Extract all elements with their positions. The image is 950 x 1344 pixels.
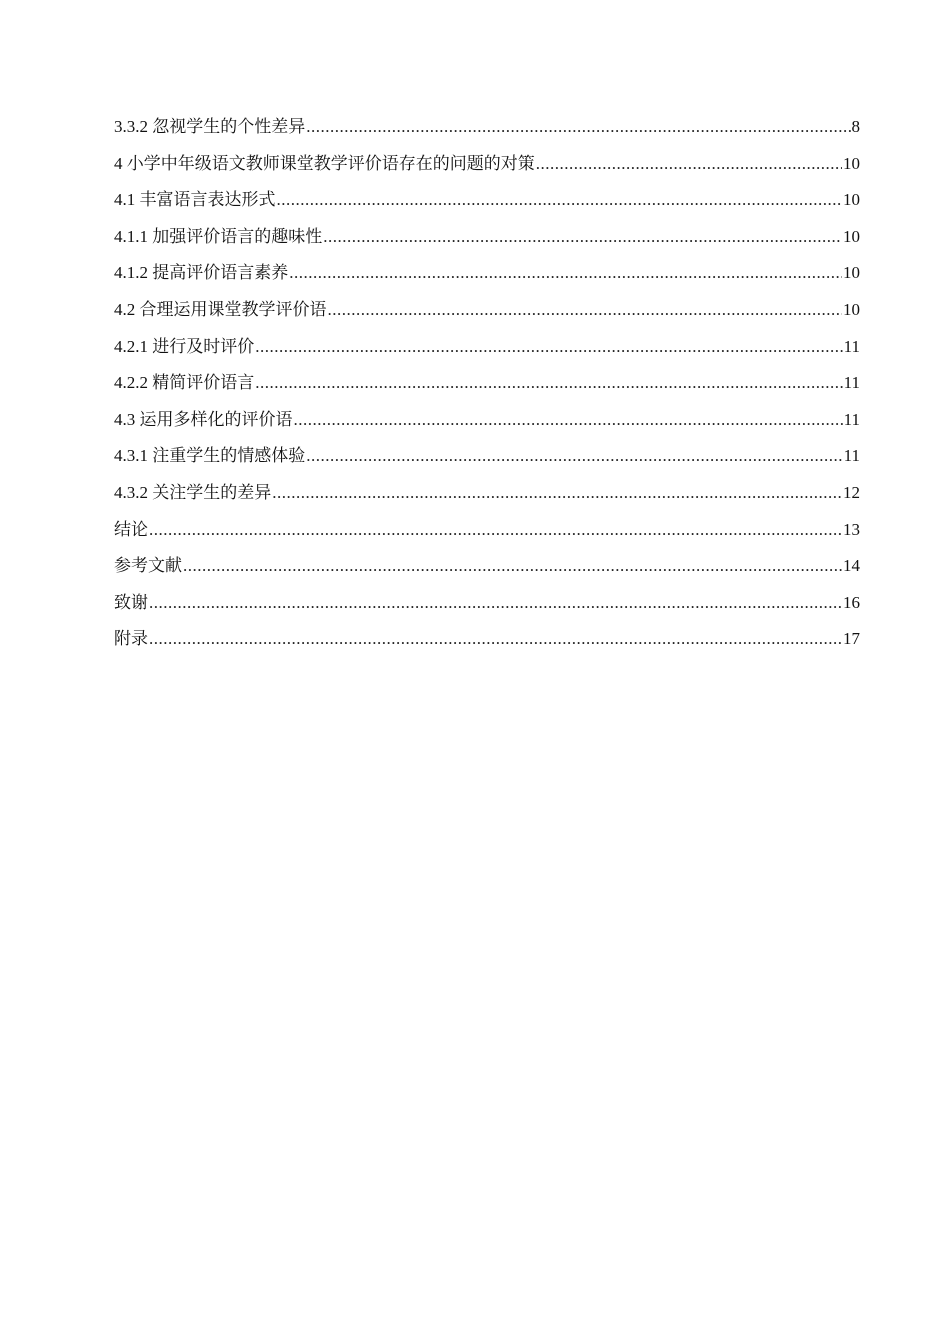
toc-entry-page: 10 [843, 190, 860, 210]
toc-entry-page: 17 [843, 629, 860, 649]
toc-dot-leader [255, 369, 842, 397]
toc-entry-title: 4.1 丰富语言表达形式 [114, 190, 276, 210]
toc-entry-title: 致谢 [114, 592, 148, 612]
toc-entry[interactable] [114, 259, 860, 296]
toc-entry[interactable] [114, 625, 860, 662]
toc-entry-page: 8 [851, 117, 860, 136]
toc-entry-title: 4.3 运用多样化的评价语 [114, 409, 293, 429]
toc-entry-page: 10 [843, 299, 860, 319]
toc-dot-leader [328, 296, 843, 324]
toc-entry-page: 10 [843, 263, 860, 283]
toc-dot-leader [149, 589, 842, 617]
toc-entry[interactable] [114, 552, 860, 589]
toc-entry-title: 附录 [114, 629, 148, 649]
toc-entry-title: 3.3.2 忽视学生的个性差异 [114, 117, 306, 136]
toc-entry-title: 4.2 合理运用课堂教学评价语 [114, 299, 327, 319]
toc-entry-title: 参考文献 [114, 556, 182, 576]
toc-entry-page: 11 [843, 336, 860, 356]
toc-dot-leader [306, 442, 842, 470]
toc-dot-leader [272, 479, 842, 507]
toc-dot-leader [323, 223, 842, 251]
toc-entry-title: 4.3.2 关注学生的差异 [114, 482, 272, 502]
toc-entry-title: 4.3.1 注重学生的情感体验 [114, 446, 306, 466]
toc-entry-page: 12 [843, 482, 860, 502]
toc-entry[interactable] [114, 150, 860, 187]
toc-entry-title: 结论 [114, 519, 148, 539]
toc-entry[interactable] [114, 186, 860, 223]
toc-entry-page: 11 [843, 446, 860, 466]
toc-entry[interactable] [114, 296, 860, 333]
toc-entry-title: 4 小学中年级语文教师课堂教学评价语存在的问题的对策 [114, 153, 535, 173]
toc-entry[interactable] [114, 479, 860, 516]
toc-entry-page: 13 [843, 519, 860, 539]
toc-dot-leader [149, 516, 842, 544]
toc-dot-leader [294, 406, 843, 434]
toc-entry[interactable] [114, 442, 860, 479]
toc-entry-page: 16 [843, 592, 860, 612]
toc-entry[interactable] [114, 406, 860, 443]
toc-dot-leader [306, 113, 850, 141]
toc-entry[interactable] [114, 589, 860, 626]
toc-entry-title: 4.1.2 提高评价语言素养 [114, 263, 289, 283]
toc-entry-page: 10 [843, 226, 860, 246]
toc-entry[interactable] [114, 369, 860, 406]
toc-entry-title: 4.2.2 精简评价语言 [114, 373, 255, 393]
toc-entry[interactable] [114, 113, 860, 150]
table-of-contents [114, 113, 860, 662]
toc-entry-page: 11 [843, 409, 860, 429]
toc-entry-title: 4.1.1 加强评价语言的趣味性 [114, 226, 323, 246]
toc-dot-leader [149, 625, 842, 653]
toc-dot-leader [255, 333, 842, 361]
toc-entry-title: 4.2.1 进行及时评价 [114, 336, 255, 356]
toc-dot-leader [536, 150, 842, 178]
toc-entry-page: 11 [843, 373, 860, 393]
toc-entry-page: 10 [843, 153, 860, 173]
toc-dot-leader [289, 259, 842, 287]
toc-entry-page: 14 [843, 556, 860, 576]
toc-dot-leader [277, 186, 843, 214]
toc-entry[interactable] [114, 333, 860, 370]
toc-dot-leader [183, 552, 842, 580]
toc-entry[interactable] [114, 516, 860, 553]
toc-entry[interactable] [114, 223, 860, 260]
